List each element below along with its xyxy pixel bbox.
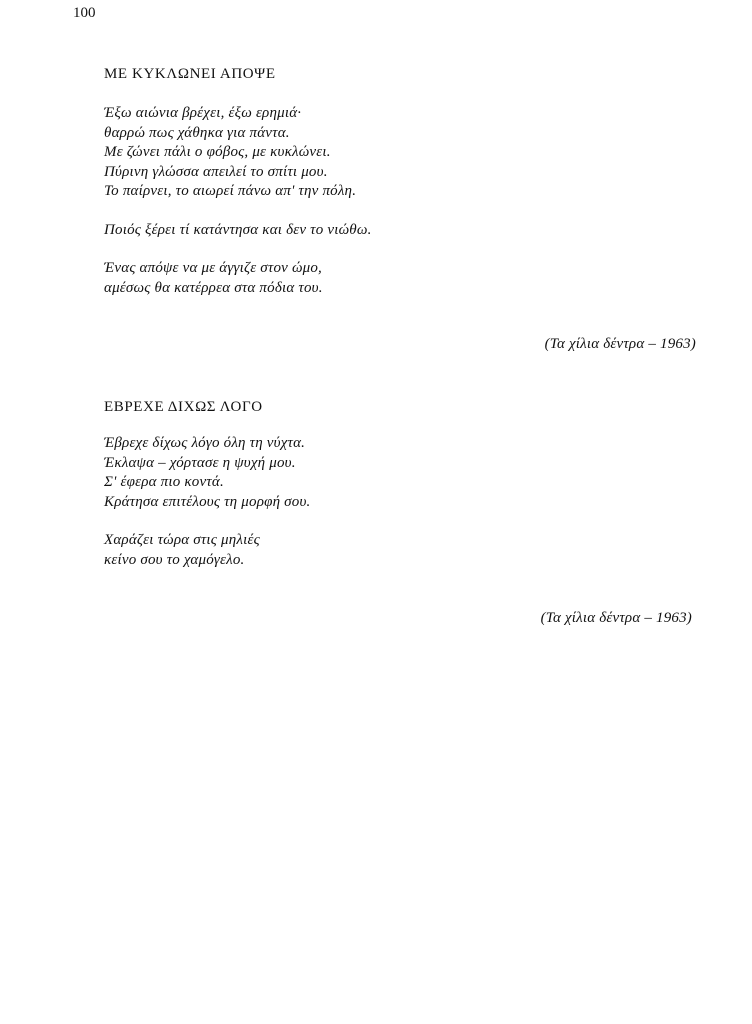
- page-number: 100: [73, 5, 96, 21]
- stanza: [104, 531, 704, 570]
- poem-source: (Τα χίλια δέντρα – 1963): [544, 336, 696, 352]
- poem-source: (Τα χίλια δέντρα – 1963): [540, 610, 692, 626]
- poem-line: Έκλαψα – χόρτασε η ψυχή μου.: [104, 454, 296, 471]
- poem-line: Σ' έφερα πιο κοντά.: [104, 474, 224, 490]
- poem: [104, 64, 704, 298]
- poem-line: Κράτησα επιτέλους τη μορφή σου.: [104, 493, 311, 510]
- poem-line: θαρρώ πως χάθηκα για πάντα.: [104, 124, 290, 141]
- poem-title: ΕΒΡΕΧΕ ΔΙΧΩΣ ΛΟΓΟ: [104, 399, 263, 415]
- stanza: [104, 259, 704, 298]
- poem-line: Ποιός ξέρει τί κατάντησα και δεν το νιώθω.: [104, 221, 372, 238]
- poem-title: ΜΕ ΚΥΚΛΩΝΕΙ ΑΠΟΨΕ: [104, 66, 276, 82]
- poem-line: Με ζώνει πάλι ο φόβος, με κυκλώνει.: [104, 144, 331, 160]
- poem: [104, 397, 704, 570]
- poem-line: Το παίρνει, το αιωρεί πάνω απ' την πόλη.: [104, 183, 357, 199]
- stanza: [104, 434, 704, 512]
- stanza: [104, 221, 704, 241]
- poem-line: Ένας απόψε να με άγγιζε στον ώμο,: [104, 260, 323, 276]
- poem-line: Έβρεχε δίχως λόγο όλη τη νύχτα.: [104, 435, 306, 451]
- poem-line: Έξω αιώνια βρέχει, έξω ερημιά·: [104, 105, 302, 121]
- poem-line: Πύρινη γλώσσα απειλεί το σπίτι μου.: [104, 163, 328, 180]
- stanza: [104, 104, 704, 202]
- poem-line: αμέσως θα κατέρρεα στα πόδια του.: [104, 279, 323, 296]
- poem-line: κείνο σου το χαμόγελο.: [104, 551, 245, 568]
- poem-line: Χαράζει τώρα στις μηλιές: [104, 532, 260, 548]
